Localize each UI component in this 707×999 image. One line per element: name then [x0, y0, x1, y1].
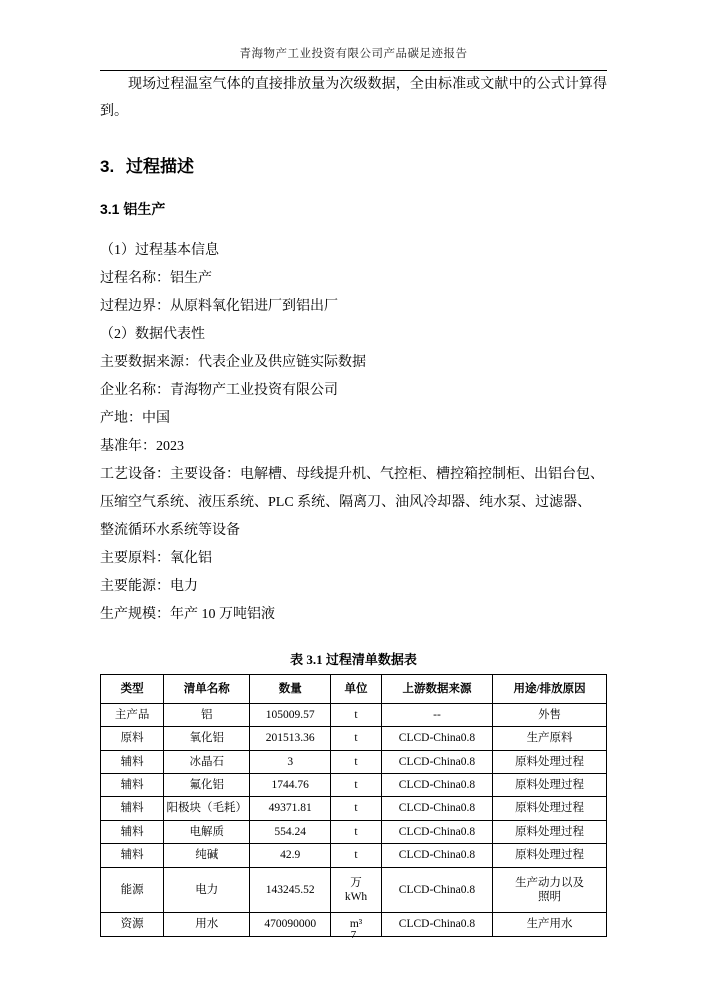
info-line-process-name: 过程名称：铝生产 — [100, 270, 212, 286]
table-cell: CLCD-China0.8 — [381, 797, 492, 820]
table-cell: 电解质 — [164, 820, 250, 843]
table-cell: 铝 — [164, 703, 250, 726]
table-cell: 用水 — [164, 913, 250, 936]
table-cell: t — [331, 774, 382, 797]
table-cell: CLCD-China0.8 — [381, 750, 492, 773]
table-header-row — [101, 674, 607, 703]
table-cell: CLCD-China0.8 — [381, 913, 492, 936]
table-cell: CLCD-China0.8 — [381, 867, 492, 913]
column-header-item-name: 清单名称 — [164, 674, 250, 703]
info-line-base-year: 基准年：2023 — [100, 438, 184, 454]
process-info-list — [100, 237, 607, 629]
table-cell: 辅料 — [101, 844, 164, 867]
table-cell: CLCD-China0.8 — [381, 727, 492, 750]
table-cell: 辅料 — [101, 774, 164, 797]
info-line-main-energy: 主要能源：电力 — [100, 578, 198, 594]
table-cell: 原料 — [101, 727, 164, 750]
table-cell: 42.9 — [250, 844, 331, 867]
inventory-data-table — [100, 674, 607, 937]
table-cell: 原料处理过程 — [493, 820, 607, 843]
table-cell: 生产用水 — [493, 913, 607, 936]
column-header-upstream-source: 上游数据来源 — [381, 674, 492, 703]
table-cell: 105009.57 — [250, 703, 331, 726]
table-cell: 辅料 — [101, 820, 164, 843]
table-cell: 49371.81 — [250, 797, 331, 820]
info-line-data-source: 主要数据来源：代表企业及供应链实际数据 — [100, 354, 366, 370]
table-row — [101, 844, 607, 867]
table-cell: 氟化铝 — [164, 774, 250, 797]
table-cell: 氧化铝 — [164, 727, 250, 750]
info-line-basic-info: （1）过程基本信息 — [100, 242, 219, 258]
page-content — [100, 71, 607, 937]
table-cell: 原料处理过程 — [493, 844, 607, 867]
table-caption: 表 3.1 过程清单数据表 — [290, 651, 417, 667]
table-cell: 能源 — [101, 867, 164, 913]
table-cell: 纯碱 — [164, 844, 250, 867]
table-cell: 资源 — [101, 913, 164, 936]
table-cell: 201513.36 — [250, 727, 331, 750]
page-number: 7 — [350, 929, 357, 941]
info-line-company-name: 企业名称：青海物产工业投资有限公司 — [100, 382, 338, 398]
table-row — [101, 703, 607, 726]
table-cell: CLCD-China0.8 — [381, 774, 492, 797]
table-cell: m³ — [331, 913, 382, 936]
info-line-production-scale: 生产规模：年产 10 万吨铝液 — [100, 606, 275, 622]
info-line-equipment-3: 整流循环水系统等设备 — [100, 522, 240, 538]
info-line-data-representativeness: （2）数据代表性 — [100, 326, 205, 342]
table-cell: 原料处理过程 — [493, 774, 607, 797]
table-row — [101, 774, 607, 797]
section-title: 过程描述 — [126, 156, 194, 176]
info-line-process-boundary: 过程边界：从原料氧化铝进厂到铝出厂 — [100, 298, 338, 314]
subsection-heading: 3.1 铝生产 — [100, 200, 166, 217]
intro-paragraph: 现场过程温室气体的直接排放量为次级数据，全由标准或文献中的公式计算得到。 — [100, 77, 607, 120]
table-cell: 生产动力以及 照明 — [493, 867, 607, 913]
column-header-unit: 单位 — [331, 674, 382, 703]
column-header-type: 类型 — [101, 674, 164, 703]
section-number: 3. — [100, 156, 115, 176]
table-cell: 143245.52 — [250, 867, 331, 913]
table-cell: t — [331, 727, 382, 750]
table-cell: t — [331, 844, 382, 867]
table-cell: 主产品 — [101, 703, 164, 726]
table-cell: 万 kWh — [331, 867, 382, 913]
table-cell: 生产原料 — [493, 727, 607, 750]
table-cell: 辅料 — [101, 797, 164, 820]
info-line-origin: 产地：中国 — [100, 410, 170, 426]
table-cell: 阳极块（毛耗） — [164, 797, 250, 820]
table-cell: 3 — [250, 750, 331, 773]
column-header-purpose: 用途/排放原因 — [493, 674, 607, 703]
table-cell: t — [331, 750, 382, 773]
table-cell: 470090000 — [250, 913, 331, 936]
table-cell: CLCD-China0.8 — [381, 844, 492, 867]
table-cell: t — [331, 820, 382, 843]
page-header — [0, 0, 707, 71]
table-row — [101, 750, 607, 773]
table-row — [101, 727, 607, 750]
table-cell: CLCD-China0.8 — [381, 820, 492, 843]
table-row — [101, 797, 607, 820]
table-cell: t — [331, 797, 382, 820]
table-cell: 外售 — [493, 703, 607, 726]
info-line-main-material: 主要原料：氧化铝 — [100, 550, 212, 566]
table-cell: 冰晶石 — [164, 750, 250, 773]
info-line-equipment-2: 压缩空气系统、液压系统、PLC 系统、隔离刀、油风冷却器、纯水泵、过滤器、 — [100, 494, 592, 510]
table-cell: -- — [381, 703, 492, 726]
table-cell: 1744.76 — [250, 774, 331, 797]
section-heading — [100, 152, 607, 177]
table-cell: 辅料 — [101, 750, 164, 773]
table-row — [101, 867, 607, 913]
running-title: 青海物产工业投资有限公司产品碳足迹报告 — [239, 48, 468, 60]
info-line-equipment-1: 工艺设备：主要设备：电解槽、母线提升机、气控柜、槽控箱控制柜、出铝台包、 — [100, 466, 604, 482]
column-header-quantity: 数量 — [250, 674, 331, 703]
table-cell: 554.24 — [250, 820, 331, 843]
table-cell: 原料处理过程 — [493, 750, 607, 773]
table-cell: 原料处理过程 — [493, 797, 607, 820]
table-row — [101, 820, 607, 843]
table-cell: 电力 — [164, 867, 250, 913]
table-cell: t — [331, 703, 382, 726]
